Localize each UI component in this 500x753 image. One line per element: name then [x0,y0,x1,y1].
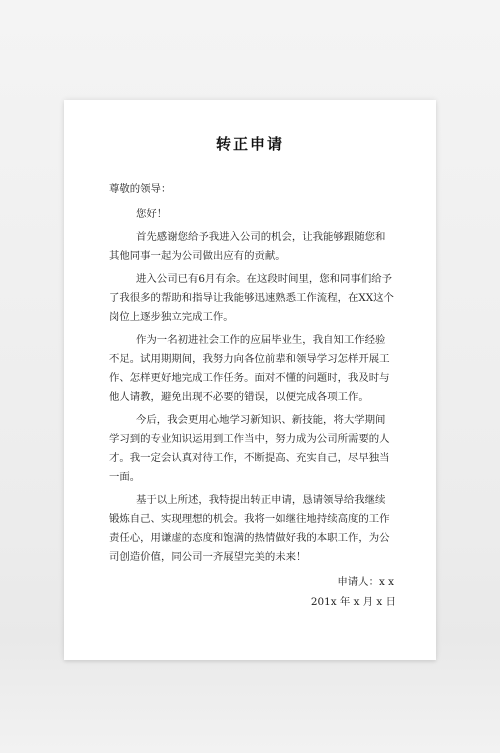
document-page [64,100,436,660]
document-body [109,180,394,567]
paragraph-2: 进入公司已有6月有余。在这段时间里，您和同事们给予了我很多的帮助和指导让我能够迅速熟悉工作流程，在XX这个岗位上逐步独立完成工作。 [109,273,394,323]
paragraph-4: 今后，我会更用心地学习新知识、新技能，将大学期间学习到的专业知识运用到工作当中，努力成为公司所需要的人才。我一定会认真对待工作，不断提高、充实自己，尽早独当一面。 [109,414,390,483]
paragraph-3: 作为一名初进社会工作的应届毕业生，我自知工作经验不足。试用期期间，我努力向各位前辈和领导学习怎样开展工作、怎样更好地完成工作任务。面对不懂的问题时，我及时与他人请教，避免出现不必要的错误，以便完成各项工作。 [109,334,390,403]
date-line: 201x 年 x 月 x 日 [310,596,396,608]
salutation: 尊敬的领导： [109,183,172,195]
document-title: 转正申请 [215,135,284,153]
paragraph-1: 首先感谢您给予我进入公司的机会，让我能够跟随您和其他同事一起为公司做出应有的贡献。 [109,231,386,262]
paragraph-5: 基于以上所述，我特提出转正申请，恳请领导给我继续锻炼自己、实现理想的机会。我将一如继往地持续高度的工作责任心，用谦虚的态度和饱满的热情做好我的本职工作，为公司创造价值，同公司一齐展望完美的未来！ [109,494,390,563]
signature-block [64,572,396,612]
applicant-line: 申请人：x x [337,576,394,588]
greeting: 您好！ [136,208,168,220]
